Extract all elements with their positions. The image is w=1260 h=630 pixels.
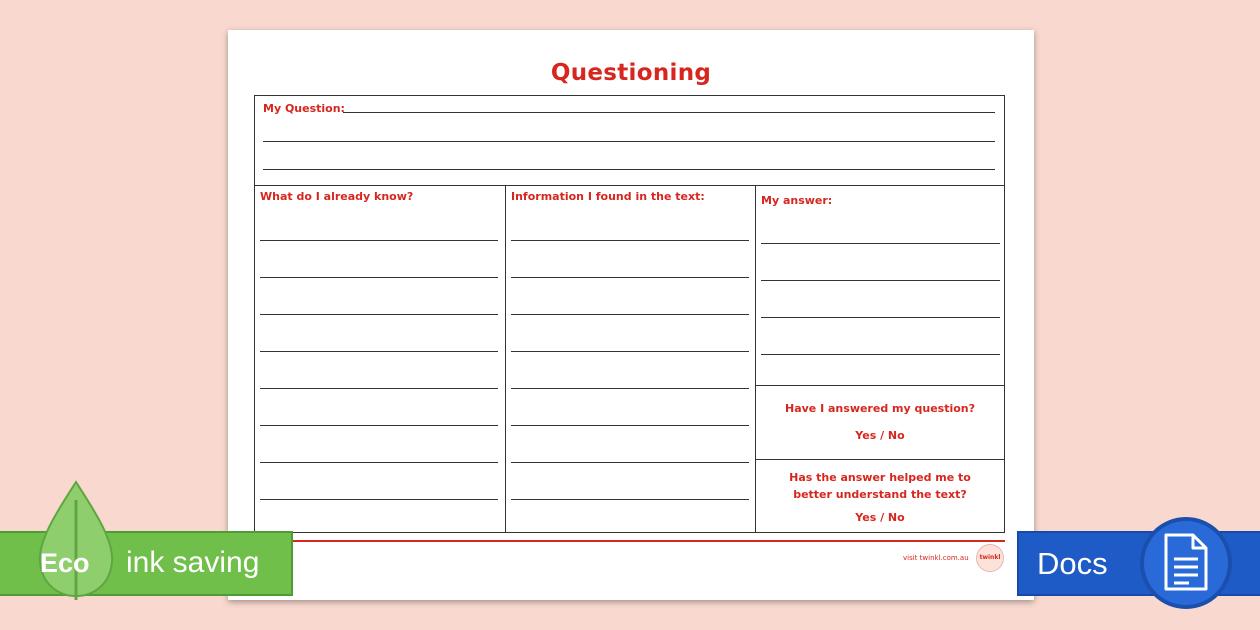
leaf-icon xyxy=(36,480,116,600)
writing-line xyxy=(260,351,498,352)
ink-saving-label: ink saving xyxy=(126,546,260,579)
worksheet-title: Questioning xyxy=(550,60,712,86)
my-answer-column xyxy=(756,185,1004,532)
eco-label: Eco xyxy=(40,548,90,578)
writing-line xyxy=(260,277,498,278)
footer-url: visit twinkl.com.au xyxy=(903,554,969,562)
writing-line xyxy=(511,240,749,241)
writing-line xyxy=(263,169,995,170)
writing-line xyxy=(511,277,749,278)
writing-line xyxy=(260,462,498,463)
writing-line xyxy=(761,280,1000,281)
answered-question-text: Have I answered my question? xyxy=(785,402,975,415)
writing-line xyxy=(511,351,749,352)
docs-label: Docs xyxy=(1037,546,1108,581)
writing-line xyxy=(260,425,498,426)
writing-line xyxy=(761,243,1000,244)
helped-understand-cell xyxy=(756,459,1004,533)
info-found-column xyxy=(506,185,756,532)
already-know-column xyxy=(255,185,506,532)
writing-line xyxy=(761,317,1000,318)
writing-line xyxy=(511,425,749,426)
writing-line xyxy=(260,240,498,241)
info-found-heading: Information I found in the text: xyxy=(511,190,705,203)
writing-line xyxy=(260,314,498,315)
writing-line xyxy=(511,314,749,315)
already-know-heading: What do I already know? xyxy=(260,190,414,203)
writing-line xyxy=(511,499,749,500)
yes-no-option: Yes / No xyxy=(855,511,905,524)
document-icon xyxy=(1163,532,1209,592)
writing-line xyxy=(263,141,995,142)
writing-line xyxy=(260,388,498,389)
writing-line xyxy=(511,462,749,463)
my-answer-heading: My answer: xyxy=(761,194,833,207)
my-question-row xyxy=(255,96,1004,186)
writing-line xyxy=(343,112,995,113)
worksheet-page xyxy=(228,30,1034,600)
writing-line xyxy=(511,388,749,389)
writing-line xyxy=(761,354,1000,355)
twinkl-logo: twinkl xyxy=(976,544,1004,572)
my-question-label: My Question: xyxy=(263,102,345,115)
writing-line xyxy=(260,499,498,500)
footer-divider xyxy=(254,540,1005,542)
yes-no-option: Yes / No xyxy=(855,429,905,442)
worksheet-table xyxy=(254,95,1005,533)
answered-question-cell xyxy=(756,385,1004,460)
helped-understand-text: Has the answer helped me to better understand the text? xyxy=(789,471,971,501)
